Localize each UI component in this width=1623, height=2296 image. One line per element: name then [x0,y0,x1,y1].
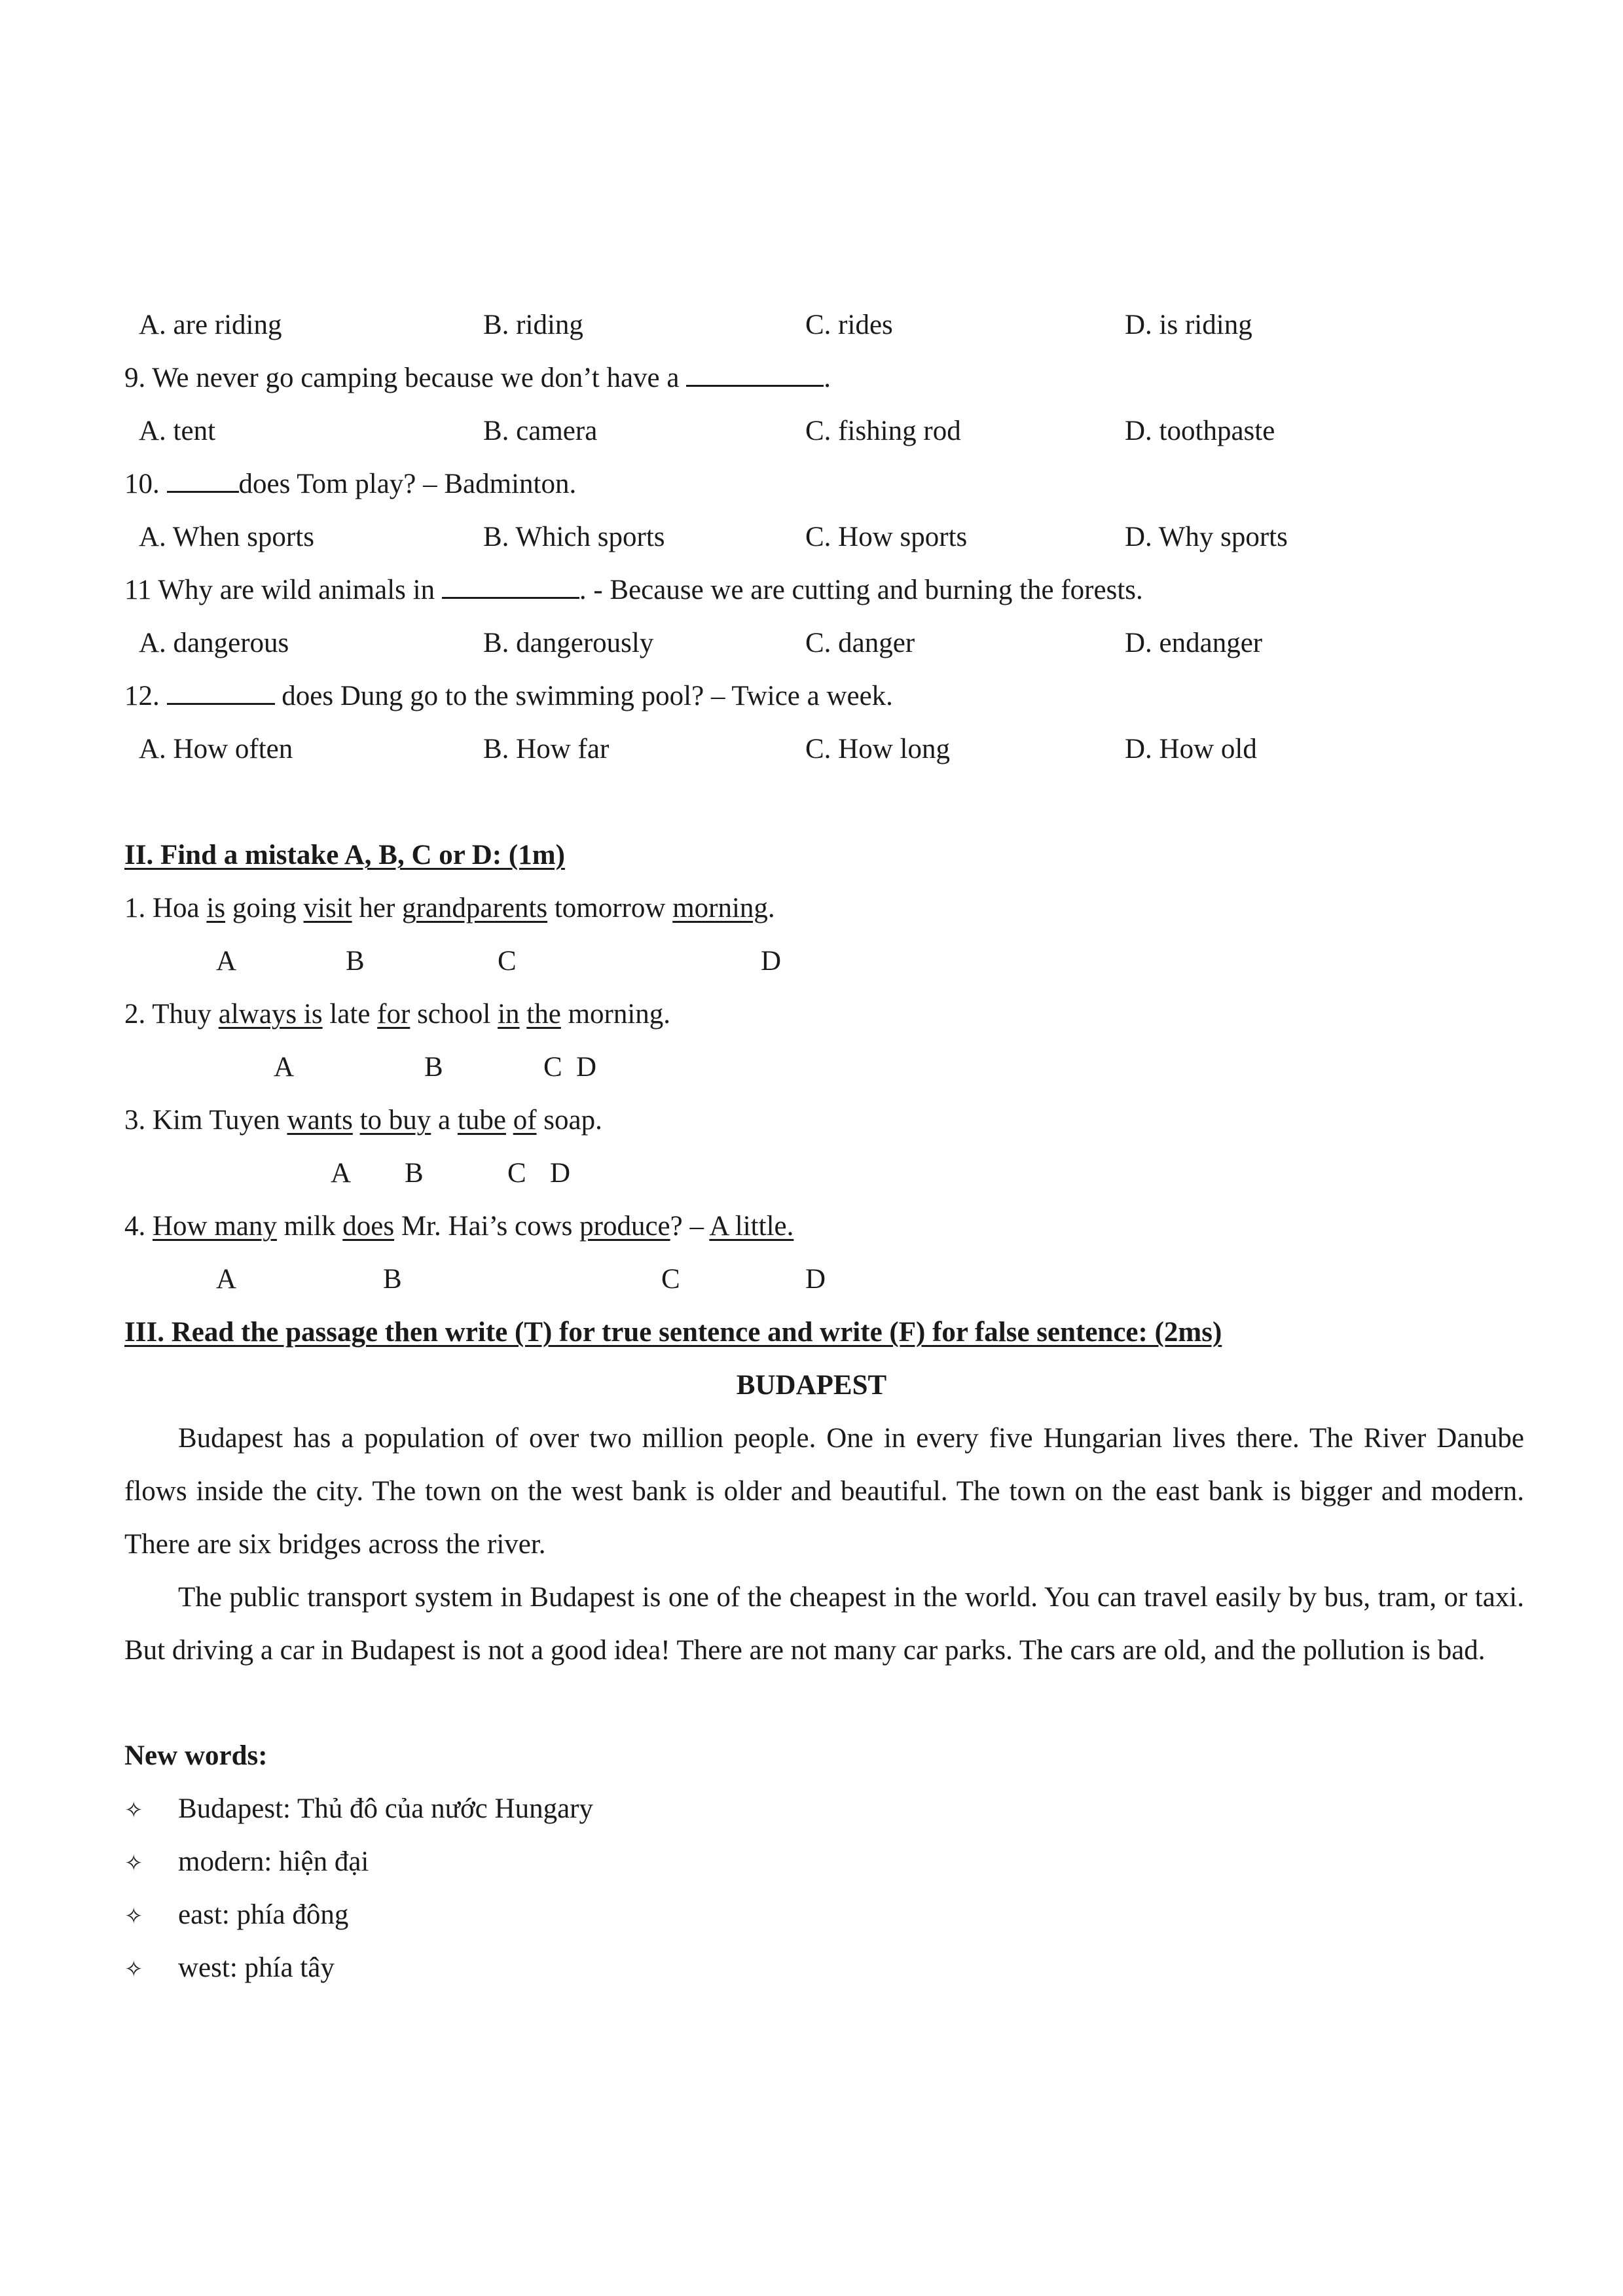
answer-blank [167,467,239,493]
passage-paragraph-2 [124,1571,1524,1677]
diamond-bullet-icon: ✧ [124,1903,143,1929]
mistake-label-c: C [498,946,517,977]
question-9-text: 9. We never go camping because we don’t have a [124,363,687,393]
sentence-segment: 1. Hoa [124,893,207,924]
q12-option-b: B. How far [483,734,610,764]
sentence-segment: school [410,999,498,1030]
underlined-segment: tube [457,1105,506,1136]
new-word-item [124,1950,335,1987]
sentence-segment: . [767,893,775,924]
mistake-label-c: C [661,1264,680,1295]
mistake-label-c: C [543,1052,562,1083]
sentence-segment: late [322,999,378,1030]
new-word-text: Budapest: Thủ đô của nước Hungary [178,1793,593,1824]
underlined-segment: visit [303,893,352,924]
mistake-label-c: C [507,1158,526,1189]
sentence-segment: soap. [536,1105,602,1136]
mistake-label-b: B [424,1052,443,1083]
question-11 [124,573,1143,608]
new-word-text: east: phía đông [178,1899,349,1930]
q10-option-a: A. When sports [139,522,314,552]
new-word-item [124,1897,348,1934]
mistake-label-b: B [383,1264,402,1295]
diamond-bullet-icon: ✧ [124,1797,143,1823]
sentence-segment [520,999,527,1030]
sentence-segment [506,1105,513,1136]
new-words-label: New words: [124,1740,268,1771]
mistake-item-3 [124,1103,602,1138]
underlined-segment: A little. [709,1211,794,1242]
diamond-bullet-icon: ✧ [124,1956,143,1982]
sentence-segment: morning. [560,999,671,1030]
q8-option-b: B. riding [483,310,583,340]
sentence-segment: 4. [124,1211,153,1242]
mistake-label-a: A [216,1264,237,1295]
sentence-segment: her [352,893,403,924]
underlined-segment: grandparents [402,893,548,924]
q8-option-d: D. is riding [1125,310,1252,340]
question-9-end: . [824,363,831,393]
sentence-segment: going [225,893,304,924]
question-12 [124,679,893,714]
underlined-segment: for [377,999,410,1030]
question-11-text: 11 Why are wild animals in [124,575,442,605]
mistake-label-a: A [216,946,237,977]
section-2-heading: II. Find a mistake A, B, C or D: (1m) [124,840,565,870]
answer-blank [442,573,579,599]
sentence-segment: 2. Thuy [124,999,219,1030]
q11-option-d: D. endanger [1125,628,1263,658]
q12-option-a: A. How often [139,734,293,764]
underlined-segment: is [206,893,226,924]
q9-option-c: C. fishing rod [805,416,961,446]
sentence-segment: a [431,1105,458,1136]
underlined-segment: produce [579,1211,670,1242]
underlined-segment: of [513,1105,537,1136]
question-11-end: . - Because we are cutting and burning the forests. [579,575,1143,605]
q8-option-c: C. rides [805,310,893,340]
mistake-item-1 [124,891,775,926]
question-10 [124,467,576,502]
underlined-segment: morning [672,893,768,924]
mistake-label-a: A [331,1158,352,1189]
mistake-label-d: D [576,1052,597,1083]
question-12-number: 12. [124,681,167,711]
mistake-label-d: D [761,946,782,977]
paragraph-1-text: Budapest has a population of over two million people. One in every five Hungarian lives there. The River Danube flows inside the city. The town on the west bank is older and beautiful. The town on the east bank is bigger and modern. There are six bridges across the river. [124,1423,1524,1560]
mistake-label-d: D [805,1264,826,1295]
sentence-segment: tomorrow [547,893,673,924]
underlined-segment: always is [218,999,323,1030]
sentence-segment: Mr. Hai’s cows [394,1211,580,1242]
underlined-segment: How many [153,1211,277,1242]
sentence-segment: milk [276,1211,343,1242]
mistake-label-b: B [405,1158,424,1189]
q9-option-b: B. camera [483,416,598,446]
passage-title: BUDAPEST [736,1370,887,1401]
mistake-item-4 [124,1209,793,1244]
underlined-segment: the [526,999,561,1030]
answer-blank [686,361,824,387]
underlined-segment: does [342,1211,395,1242]
section-3-heading: III. Read the passage then write (T) for true sentence and write (F) for false sentence: (2ms) [124,1317,1222,1348]
q12-option-d: D. How old [1125,734,1257,764]
new-word-text: west: phía tây [178,1952,335,1983]
passage-paragraph-1 [124,1412,1524,1571]
question-10-number: 10. [124,469,167,499]
q8-option-a: A. are riding [139,310,282,340]
mistake-item-2 [124,997,670,1032]
q10-option-d: D. Why sports [1125,522,1288,552]
q10-option-c: C. How sports [805,522,968,552]
underlined-segment: in [498,999,520,1030]
question-12-text: does Dung go to the swimming pool? – Twice a week. [274,681,893,711]
question-9 [124,361,831,396]
paragraph-2-text: The public transport system in Budapest is one of the cheapest in the world. You can travel easily by bus, tram, or taxi. But driving a car in Budapest is not a good idea! There are not many car parks. The cars are old, and the pollution is bad. [124,1582,1524,1666]
mistake-label-b: B [346,946,365,977]
diamond-bullet-icon: ✧ [124,1850,143,1876]
underlined-segment: to buy [359,1105,431,1136]
new-word-item [124,1791,593,1828]
q9-option-a: A. tent [139,416,216,446]
new-word-text: modern: hiện đại [178,1846,369,1877]
q9-option-d: D. toothpaste [1125,416,1275,446]
q11-option-c: C. danger [805,628,915,658]
q11-option-a: A. dangerous [139,628,289,658]
sentence-segment: ? – [670,1211,710,1242]
q10-option-b: B. Which sports [483,522,665,552]
sentence-segment [353,1105,360,1136]
underlined-segment: wants [287,1105,353,1136]
answer-blank [167,679,275,705]
question-10-text: does Tom play? – Badminton. [238,469,577,499]
q11-option-b: B. dangerously [483,628,654,658]
mistake-label-a: A [274,1052,295,1083]
sentence-segment: 3. Kim Tuyen [124,1105,287,1136]
new-word-item [124,1844,369,1881]
q12-option-c: C. How long [805,734,950,764]
mistake-label-d: D [550,1158,571,1189]
